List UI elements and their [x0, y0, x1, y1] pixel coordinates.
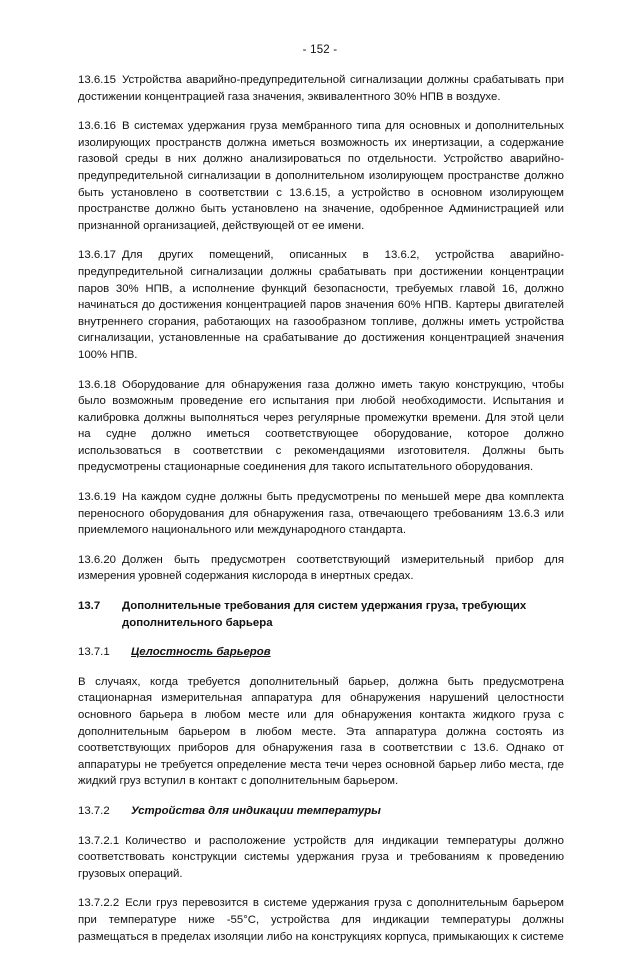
paragraph-13-6-17 — [78, 247, 564, 363]
section-title: Дополнительные требования для систем удержания груза, требующих дополнительного барьера — [122, 600, 527, 629]
paragraph-number: 13.6.17 — [78, 249, 117, 262]
paragraph-number: 13.6.18 — [78, 378, 117, 391]
paragraph-13-7-2-1 — [78, 833, 564, 883]
paragraph-13-7-1 — [78, 674, 564, 790]
paragraph-number: 13.7.2.1 — [78, 834, 120, 847]
page-number: - 152 - — [302, 44, 338, 56]
paragraph-number: 13.6.19 — [78, 491, 117, 504]
subsection-title: Устройства для индикации температуры — [131, 804, 381, 817]
paragraph-text: В системах удержания груза мембранного типа для основных и дополнительных изолирующих пространств должна иметься возможность их инертизации, а содержание газовой среды в них должно анализироваться по отдельности. Устройство аварийно-предупредительной сигнализации в дополнительном изолирующем пространстве должно быть установлено в соответствии с 13.6.15, а устройство в основном изолирующем пространстве должно быть установлено на значение, одобренное Администрацией или признанной организацией, действующей от ее имени. — [78, 120, 564, 232]
paragraph-text: Если груз перевозится в системе удержания груза с дополнительным барьером при температуре ниже -55°C, устройства для индикации температуры должны размещаться в пределах изоляции либо на конструкциях корпуса, примыкающих к системе — [78, 897, 564, 943]
page-content — [78, 72, 564, 958]
subsection-number: 13.7.1 — [78, 646, 110, 659]
paragraph-text: Должен быть предусмотрен соответствующий измерительный прибор для измерения уровней содержания кислорода в инертных средах. — [78, 553, 564, 583]
subsection-heading-13-7-1 — [78, 644, 564, 661]
paragraph-13-6-18 — [78, 377, 564, 477]
paragraph-text: Количество и расположение устройств для индикации температуры должно соответствовать конструкции системы удержания груза и требованиям к проведению грузовых операций. — [78, 834, 564, 880]
paragraph-13-6-16 — [78, 118, 564, 234]
paragraph-text: На каждом судне должны быть предусмотрены по меньшей мере два комплекта переносного оборудования для обнаружения газа, отвечающего требованиям 13.6.3 или приемлемого национального или международного стандарта. — [78, 491, 564, 537]
section-number: 13.7 — [78, 600, 101, 613]
paragraph-number: 13.6.20 — [78, 553, 117, 566]
paragraph-13-6-15 — [78, 72, 564, 105]
paragraph-13-7-2-2 — [78, 895, 564, 945]
paragraph-13-6-19 — [78, 489, 564, 539]
subsection-heading-13-7-2 — [78, 803, 564, 820]
paragraph-number: 13.6.16 — [78, 120, 117, 133]
paragraph-number: 13.6.15 — [78, 74, 117, 86]
paragraph-13-6-20 — [78, 552, 564, 585]
subsection-number: 13.7.2 — [78, 804, 110, 817]
paragraph-text: Устройства аварийно-предупредительной сигнализации должны срабатывать при достижении концентрацией газа значения, эквивалентного 30% НПВ в воздухе. — [78, 74, 564, 103]
paragraph-number: 13.7.2.2 — [78, 897, 120, 910]
section-heading-13-7 — [78, 598, 564, 631]
paragraph-text: Для других помещений, описанных в 13.6.2, устройства аварийно-предупредительной сигнализации должны срабатывать при достижении концентрации паров 30% НПВ, а исполнение функций безопасности, требуемых главой 16, должно начинаться до достижения концентрацией паров значения 60% НПВ. Картеры двигателей внутреннего сгорания, работающих на газообразном топливе, должны иметь устройства сигнализации, установленные на срабатывание до достижения концентрацией значения 100% НПВ. — [78, 249, 564, 361]
subsection-title: Целостность барьеров — [131, 646, 271, 659]
paragraph-text: Оборудование для обнаружения газа должно иметь такую конструкцию, чтобы было возможным проведение его испытания при любой необходимости. Испытания и калибровка должны выполняться через регулярные промежутки времени. Для этой цели на судне должно иметься соответствующее оборудование, которое должно использоваться в соответствии с рекомендациями изготовителя. Должны быть предусмотрены стационарные соединения для такого испытательного оборудования. — [78, 378, 564, 474]
paragraph-text: В случаях, когда требуется дополнительный барьер, должна быть предусмотрена стационарная измерительная аппаратура для обнаружения нарушений целостности основного барьера в любом месте или для обнаружения контакта жидкого груза с дополнительным барьером в любом месте. Эта аппаратура должна состоять из соответствующих приборов для обнаружения газа в соответствии с 13.6. Однако от аппаратуры не требуется определение места течи через основной барьер либо места, где жидкий груз вступил в контакт с дополнительным барьером. — [78, 675, 564, 788]
